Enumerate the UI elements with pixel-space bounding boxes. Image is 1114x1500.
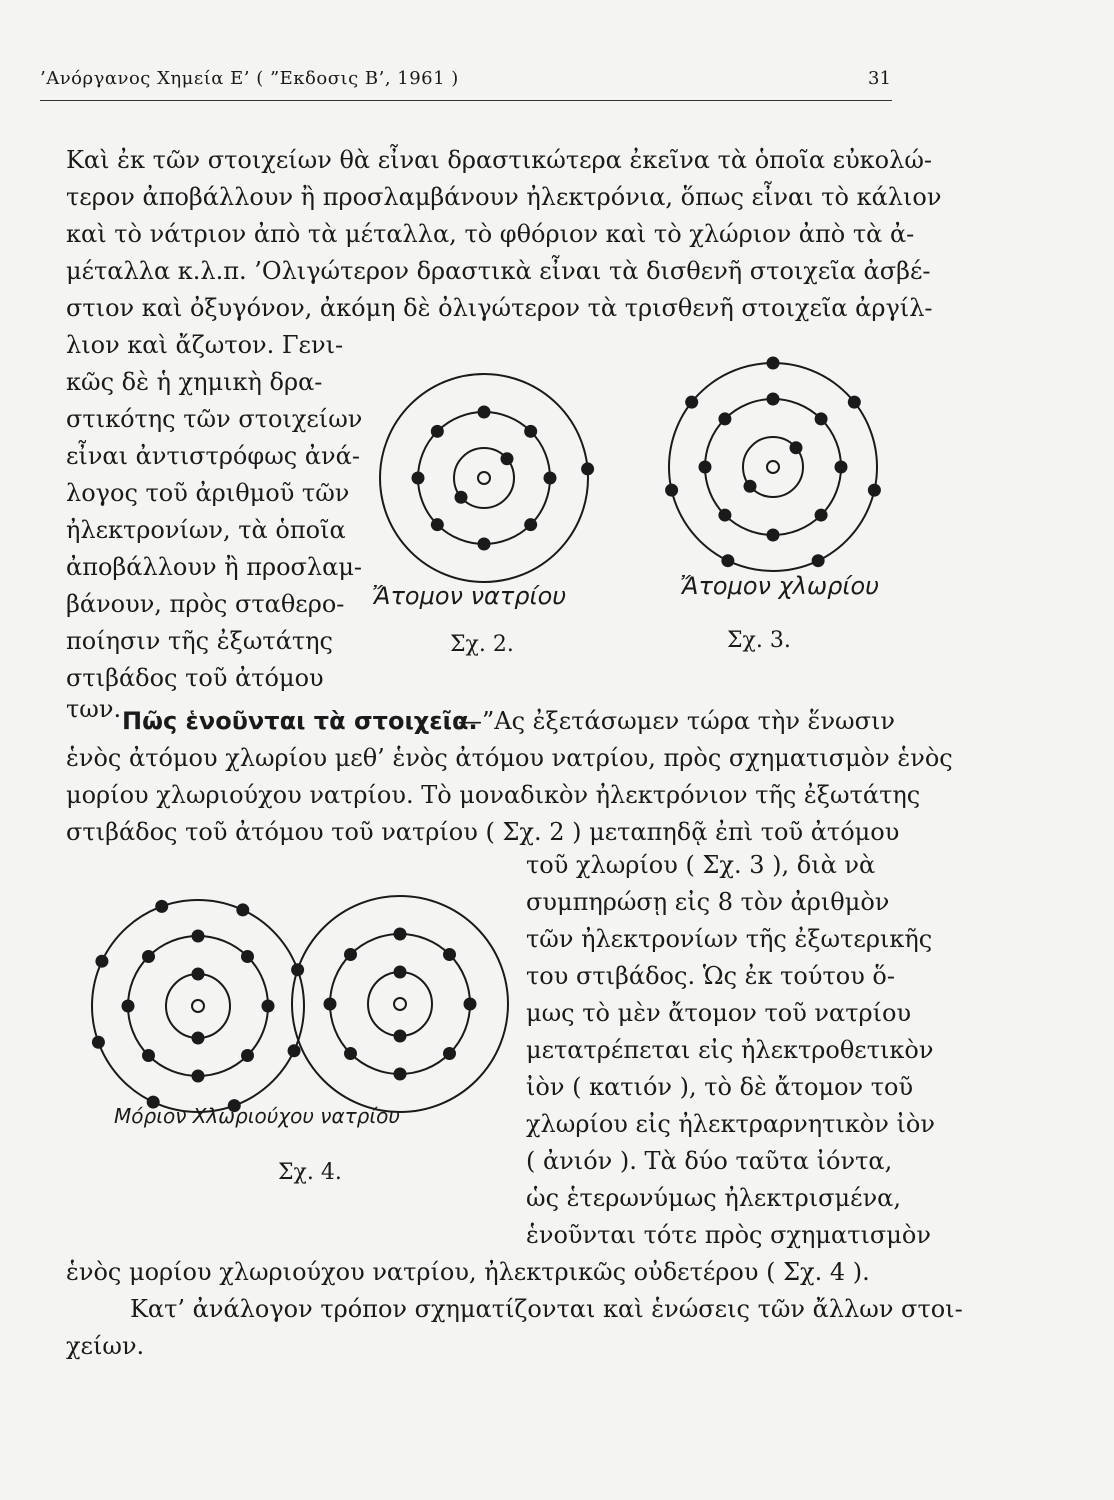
electron <box>767 393 780 406</box>
fig3-label: Σχ. 3. <box>727 628 791 653</box>
text-line: ἰὸν ( κατιόν ), τὸ δὲ ἄτομον τοῦ <box>526 1073 914 1101</box>
fig2-caption: Ἄτομον νατρίου <box>372 582 567 610</box>
text-line: στιον καὶ ὀξυγόνον, ἀκόμη δὲ ὀλιγώτερον τὰ τρισθενῆ στοιχεῖα ἀργίλ- <box>66 294 933 322</box>
text-line: μετατρέπεται εἰς ἠλεκτροθετικὸν <box>526 1036 934 1064</box>
electron <box>524 425 537 438</box>
electron <box>464 998 477 1011</box>
electron <box>142 950 155 963</box>
electron <box>241 950 254 963</box>
electron <box>789 441 802 454</box>
text-line: καὶ τὸ νάτριον ἀπὸ τὰ μέταλλα, τὸ φθόριον καὶ τὸ χλώριον ἀπὸ τὰ ἀ- <box>66 220 915 248</box>
text-line: —”Ας ἐξετάσωμεν τώρα τὴν ἕνωσιν <box>458 707 895 735</box>
electron <box>412 472 425 485</box>
molecule-sodium-part <box>292 896 508 1112</box>
text-line: χλωρίου εἰς ἠλεκτραρνητικὸν ἰὸν <box>526 1110 935 1138</box>
text-line: στικότης τῶν στοιχείων <box>66 405 363 433</box>
electron <box>192 930 205 943</box>
section-heading: Πῶς ἑνοῦνται τὰ στοιχεῖα. <box>122 707 478 735</box>
electron <box>718 509 731 522</box>
molecule-chlorine-part <box>92 900 304 1112</box>
text-line: ποίησιν τῆς ἐξωτάτης <box>66 627 333 655</box>
electron <box>767 357 780 370</box>
text-line: εἶναι ἀντιστρόφως ἀνά- <box>66 442 360 470</box>
electron <box>744 480 757 493</box>
page-number: 31 <box>868 68 891 89</box>
electron <box>500 452 513 465</box>
electron <box>812 554 825 567</box>
electron <box>699 461 712 474</box>
text-line: τερον ἀποβάλλουν ἢ προσλαμβάνουν ἠλεκτρόνια, ὅπως εἶναι τὸ κάλιον <box>66 183 942 211</box>
electron <box>665 484 678 497</box>
text-line: λογος τοῦ ἀριθμοῦ τῶν <box>66 479 350 507</box>
fig4-caption: Μόριον Χλωριούχου νατρίου <box>114 1104 400 1128</box>
electron <box>767 529 780 542</box>
electron <box>455 491 468 504</box>
electron <box>721 554 734 567</box>
electron <box>524 518 537 531</box>
electron <box>241 1049 254 1062</box>
text-line: στιβάδος τοῦ ἀτόμου τοῦ νατρίου ( Σχ. 2 ) μεταπηδᾷ ἐπὶ τοῦ ἀτόμου <box>66 818 900 846</box>
text-line: ἑνοῦνται τότε πρὸς σχηματισμὸν <box>526 1221 931 1249</box>
electron <box>443 1047 456 1060</box>
electron <box>718 412 731 425</box>
text-line: λιον καὶ ἄζωτον. Γενι- <box>66 331 344 359</box>
electron <box>288 1044 301 1057</box>
electron <box>262 1000 275 1013</box>
electron <box>815 509 828 522</box>
text-line: ὡς ἑτερωνύμως ἠλεκτρισμένα, <box>526 1184 901 1212</box>
text-line: μέταλλα κ.λ.π. ’Ολιγώτερον δραστικὰ εἶναι τὰ δισθενῆ στοιχεῖα ἀσβέ- <box>66 257 931 285</box>
text-line: ἑνὸς ἀτόμου χλωρίου μεθ’ ἑνὸς ἀτόμου νατρίου, πρὸς σχηματισμὸν ἑνὸς <box>66 744 953 772</box>
electron <box>835 461 848 474</box>
text-line: μορίου χλωριούχου νατρίου. Τὸ μοναδικὸν ἠλεκτρόνιον τῆς ἐξωτάτης <box>66 781 921 809</box>
electron <box>394 966 407 979</box>
electron <box>443 948 456 961</box>
nucleus <box>767 461 779 473</box>
fig4-label: Σχ. 4. <box>278 1160 342 1185</box>
text-line: βάνουν, πρὸς σταθερο- <box>66 590 345 618</box>
text-line: ( ἀνιόν ). Τὰ δύο ταῦτα ἰόντα, <box>526 1147 893 1175</box>
electron <box>478 406 491 419</box>
electron <box>122 1000 135 1013</box>
electron <box>344 948 357 961</box>
text-line: στιβάδος τοῦ ἀτόμου <box>66 664 324 692</box>
nucleus <box>478 472 490 484</box>
sodium-atom-diagram <box>380 374 594 582</box>
fig3-caption: Ἄτομον χλωρίου <box>680 572 880 600</box>
electron <box>192 968 205 981</box>
text-line: Κατ’ ἀνάλογον τρόπον σχηματίζονται καὶ ἑνώσεις τῶν ἄλλων στοι- <box>130 1295 963 1323</box>
text-line: συμπηρώσῃ εἰς 8 τὸν ἀριθμὸν <box>526 888 890 916</box>
electron <box>478 538 491 551</box>
electron <box>324 998 337 1011</box>
text-line: του στιβάδος. Ὡς ἐκ τούτου ὅ- <box>526 962 895 990</box>
electron <box>344 1047 357 1060</box>
text-line: τοῦ χλωρίου ( Σχ. 3 ), διὰ νὰ <box>526 851 876 879</box>
text-line: μως τὸ μὲν ἄτομον τοῦ νατρίου <box>526 999 912 1027</box>
electron <box>431 518 444 531</box>
electron <box>95 955 108 968</box>
electron <box>92 1036 105 1049</box>
text-line: ἠλεκτρονίων, τὰ ὁποῖα <box>66 516 346 544</box>
fig2-label: Σχ. 2. <box>450 632 514 657</box>
text-line: τῶν ἠλεκτρονίων τῆς ἐξωτερικῆς <box>526 925 933 953</box>
text-line: κῶς δὲ ἡ χημικὴ δρα- <box>66 368 323 396</box>
electron <box>192 1070 205 1083</box>
electron <box>394 1030 407 1043</box>
nucleus <box>394 998 406 1010</box>
electron <box>431 425 444 438</box>
electron <box>155 900 168 913</box>
text-line: ἑνὸς μορίου χλωριούχου νατρίου, ἠλεκτρικῶς οὐδετέρου ( Σχ. 4 ). <box>66 1258 870 1286</box>
electron <box>236 903 249 916</box>
electron <box>868 484 881 497</box>
electron <box>815 412 828 425</box>
electron <box>544 472 557 485</box>
electron <box>394 1068 407 1081</box>
electron <box>685 396 698 409</box>
text-line: χείων. <box>66 1332 145 1360</box>
text-line: των. <box>66 695 122 723</box>
electron <box>142 1049 155 1062</box>
running-header: ’Ανόργανος Χημεία Ε’ ( ”Εκδοσις Β’, 1961 ) <box>40 68 459 89</box>
text-line: ἀποβάλλουν ἢ προσλαμ- <box>66 553 363 581</box>
electron <box>192 1032 205 1045</box>
chlorine-atom-diagram <box>665 357 881 572</box>
nucleus <box>192 1000 204 1012</box>
electron <box>581 462 594 475</box>
text-line: Καὶ ἐκ τῶν στοιχείων θὰ εἶναι δραστικώτερα ἐκεῖνα τὰ ὁποῖα εὐκολώ- <box>66 146 933 174</box>
electron <box>848 396 861 409</box>
electron <box>394 928 407 941</box>
